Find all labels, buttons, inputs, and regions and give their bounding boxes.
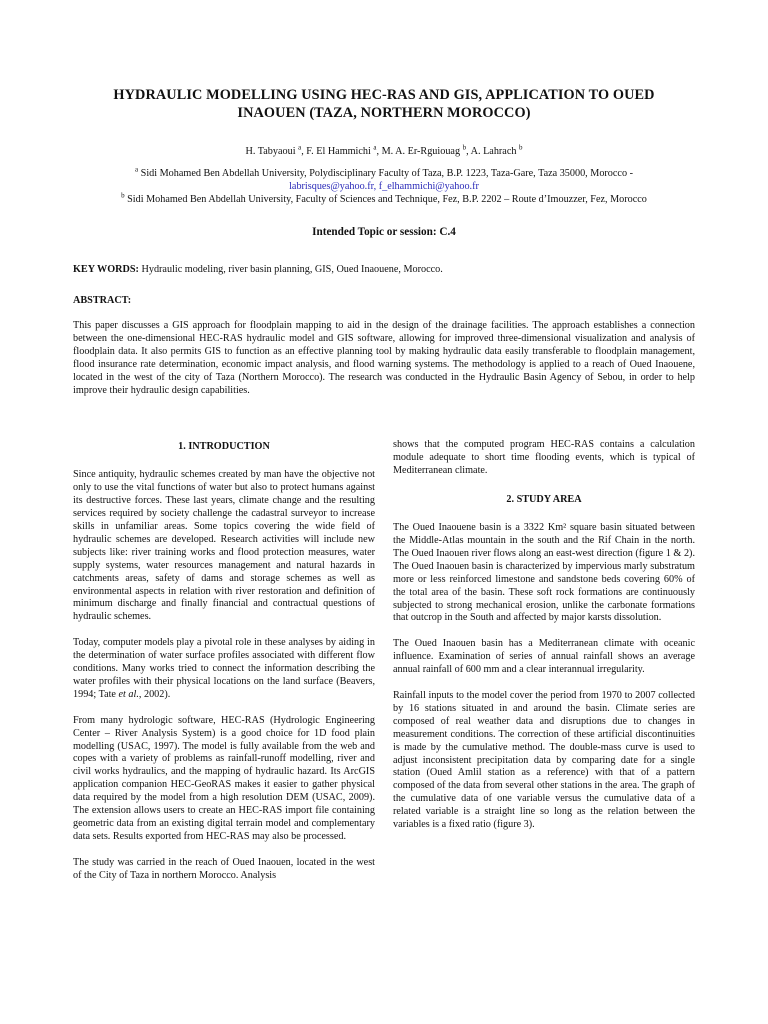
- abstract-body: This paper discusses a GIS approach for floodplain mapping to aid in the design of the drainage facilities. The approach establishes a connection between the one-dimensional HEC-RAS hydraulic model and GIS software, allowing for improved three-dimensional visualization and analysis of floodplain data. It also permits GIS to function as an effective planning tool by making hydraulic data easily transferable to floodplain management, flood insurance rate determination, economic impact analysis, and flood warning systems. The methodology is applied to a reach of Oued Inaouene, located in the west of the city of Taza (Northern Morocco). The research was conducted in the Hydraulic Basin Agency of Sebou, in order to help improve their hydraulic design capabilities.: [73, 320, 695, 396]
- keywords-label: KEY WORDS:: [73, 264, 139, 275]
- keywords-text: Hydraulic modeling, river basin planning, GIS, Oued Inaouene, Morocco.: [138, 264, 443, 275]
- paper-title: HYDRAULIC MODELLING USING HEC-RAS AND GIS, APPLICATION TO OUED INAOUEN (TAZA, NORTHERN MOROCCO): [113, 87, 655, 121]
- paragraph: Today, computer models play a pivotal role in these analyses by aiding in the determination of water surface profiles associated with different flow conditions. Many works tried to connect the information describing the water profiles with their physical locations on the land surface (Beavers, 1994; Tate et al., 2002).: [73, 637, 375, 700]
- affiliation-b: $^b$ Sidi Mohamed Ben Abdellah University, Faculty of Sciences and Technique, Fez, B.P. 2202 – Route d’Imouzzer, Fez, Morocco: [121, 191, 647, 205]
- author: M. A. Er-Rguiouag $^b$: [381, 143, 467, 157]
- section-heading-introduction: 1. INTRODUCTION: [178, 441, 270, 453]
- intended-topic: Intended Topic or session: C.4: [312, 226, 456, 238]
- paragraph: shows that the computed program HEC-RAS contains a calculation module adequate to short time flooding events, which is typical of Mediterranean climate.: [393, 439, 695, 477]
- paragraph: The study was carried in the reach of Oued Inaouen, located in the west of the City of Taza in northern Morocco. Analysis: [73, 856, 375, 881]
- author-list: H. Tabyaoui $^a$, F. El Hammichi $^a$, M. A. Er-Rguiouag $^b$, A. Lahrach $^b$: [245, 143, 523, 157]
- affiliation-a: $^a$ Sidi Mohamed Ben Abdellah University, Polydisciplinary Faculty of Taza, B.P. 1223, Taza-Gare, Taza 35000, Morocco - labrisques@yahoo.fr, f_elhammichi@yahoo.fr: [135, 165, 633, 192]
- paragraph: Since antiquity, hydraulic schemes created by man have the objective not only to use the vital functions of water but also to protect humans against its destructive forces. These last years, climate change and the resulting services required by society challenge the cadastral surveyor to increase skills in unfamiliar areas. Some topics covering the wide field of hydraulic schemes are developed. Research activities will include new subjects like: river training works and flood protection measures, water supply systems, water resources management and natural hazards in catchments areas, safety of dams and storage schemes as well as environmental aspects in relation with river restoration and definition of minimum discharge and finally financial and contractual questions of hydraulic schemes.: [73, 469, 375, 623]
- two-column-body: [73, 439, 695, 895]
- keywords: [73, 264, 695, 275]
- paragraph: Rainfall inputs to the model cover the period from 1970 to 2007 collected by 16 stations situated in and around the basin. Climate series are composed of real weather data and disruptions due to changes in measurement conditions. The correction of these artificial discontinuities is made by the cumulative method. The double-mass curve is used to adjust inconsistent precipitation data by comparing date for a single station (Oued Amlil station as a reference) with that of a pattern composed of the data from several other stations in the area. The graph of the cumulative data of one variable versus the cumulative data of a related variable is a straight line so long as the relation between the variables is a fixed ratio (figure 3).: [393, 690, 695, 831]
- email-link[interactable]: f_elhammichi@yahoo.fr: [378, 181, 479, 192]
- paragraph: The Oued Inaouene basin is a 3322 Km² square basin situated between the Middle-Atlas mountain in the south and the Rif Chain in the north. The Oued Inaouen river flows along an east-west direction (figure 1 & 2). The Oued Inaouen basin is characterized by impervious marly substratum more or less reinforced limestone and sandstone beds covering 60% of the total area of the basin. These soft rock formations are continuously subjected to strong mechanical erosion, unlike the carbonate formations that outcrop in the South and affected by major karsts dissolution.: [393, 522, 695, 624]
- author: H. Tabyaoui $^a$: [245, 143, 302, 157]
- paragraph: The Oued Inaouen basin has a Mediterranean climate with oceanic influence. Examination of series of annual rainfall shows an average annual rainfall of 600 mm and a clear interannual irregularity.: [393, 638, 695, 676]
- author: A. Lahrach $^b$: [470, 143, 523, 157]
- section-heading-study-area: 2. STUDY AREA: [506, 494, 582, 506]
- abstract-heading: ABSTRACT:: [73, 295, 132, 306]
- email-link[interactable]: labrisques@yahoo.fr: [289, 181, 374, 192]
- paragraph: From many hydrologic software, HEC-RAS (Hydrologic Engineering Center – River Analysis System) is a good choice for 1D food plain modelling (USAC, 1997). The model is fully available from the web and copes with a variety of problems as rainfall-runoff modelling, river and civil works hydraulics, and the mapping of hydraulic hazard. Its ArcGIS application companion HEC-GeoRAS makes it easier to gather physical data required by the model from a high resolution DEM (USAC, 2009). The extension allows users to create an HEC-RAS import file containing geometric data from an existing digital terrain model and complementary data sets. Results exported from HEC-RAS may also be processed.: [73, 714, 375, 842]
- author: F. El Hammichi $^a$: [306, 143, 377, 157]
- right-column: [393, 439, 695, 895]
- left-column: [73, 439, 375, 895]
